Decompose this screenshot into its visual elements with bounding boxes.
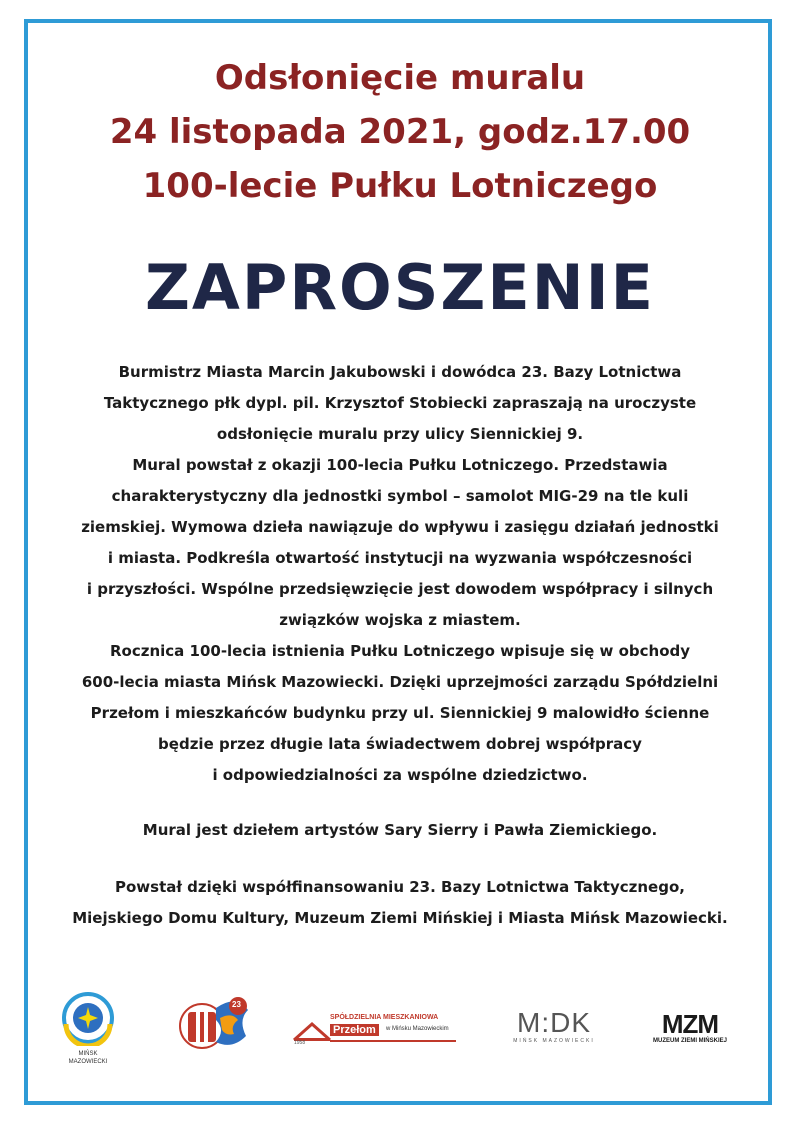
przelom-top-text: SPÓŁDZIELNIA MIESZKANIOWA [330,1014,439,1021]
text-line: charakterystyczny dla jednostki symbol – samolot MIG-29 na tle kuli [111,487,689,505]
przelom-cooperative-logo [290,1012,462,1052]
funding-paragraph [40,872,760,934]
text-line: Przełom i mieszkańców budynku przy ul. Siennickiej 9 malowidło ścienne [90,704,710,722]
text-line: Burmistrz Miasta Marcin Jakubowski i dowódca 23. Bazy Lotnictwa [118,363,682,381]
invitation-title: ZAPROSZENIE [144,251,656,324]
przelom-underline [330,1040,456,1042]
text-line: Rocznica 100-lecia istnienia Pułku Lotniczego wpisuje się w obchody [109,642,691,660]
text-line: 600-lecia miasta Mińsk Mazowiecki. Dzięki uprzejmości zarządu Spółdzielni [81,673,719,691]
text-line: ziemskiej. Wymowa dzieła nawiązuje do wpływu i zasięgu działań jednostki [81,518,719,536]
minsk-line-1: MIŃSK [78,1051,98,1057]
text-line: i miasta. Podkreśla otwartość instytucji na wyzwania współczesności [107,549,693,567]
air-base-emblem-icon [176,990,256,1060]
text-line: Taktycznego płk dypl. pil. Krzysztof Stobiecki zapraszają na uroczyste [103,394,697,412]
text-line: będzie przez długie lata świadectwem dobrej współpracy [158,735,642,753]
text-line: związków wojska z miastem. [279,611,521,629]
header-line-1: Odsłonięcie muralu [214,58,586,98]
mzm-mark: MZM [661,1009,719,1039]
base-number: 23 [232,1000,241,1009]
minsk-mazowiecki-logo [58,990,118,1070]
przelom-name: Przełom [330,1024,379,1036]
minsk-line-2: MAZOWIECKI [68,1059,108,1065]
header-line-3: 100-lecie Pułku Lotniczego [142,166,658,206]
mdk-mark: M:DK [517,1007,591,1038]
przelom-sub-text: w Mińsku Mazowieckim [386,1026,449,1032]
mzm-logo [648,1010,732,1050]
text-line: odsłonięcie muralu przy ulicy Siennickiej 9. [216,425,584,443]
text-line: i przyszłości. Wspólne przedsięwzięcie jest dowodem współpracy i silnych [86,580,714,598]
przelom-year: 1958 [294,1040,306,1046]
main-paragraph [40,357,760,791]
text-line: i odpowiedzialności za wspólne dziedzictwo. [212,766,588,784]
artists-paragraph [40,815,760,846]
mzm-sub-text: MUZEUM ZIEMI MIŃSKIEJ [652,1038,727,1044]
text-line: Mural powstał z okazji 100-lecia Pułku Lotniczego. Przedstawia [132,456,668,474]
text-line: Mural jest dziełem artystów Sary Sierry i Pawła Ziemickiego. [142,821,658,839]
air-base-23-logo [176,990,256,1060]
mdk-logo [512,1008,596,1052]
logos-row [0,990,800,1080]
text-line: Miejskiego Domu Kultury, Muzeum Ziemi Mińskiej i Miasta Mińsk Mazowiecki. [72,909,728,927]
text-line: Powstał dzięki współfinansowaniu 23. Bazy Lotnictwa Taktycznego, [115,878,685,896]
sun-emblem-icon [58,990,118,1046]
header-line-2: 24 listopada 2021, godz.17.00 [109,112,691,152]
mdk-sub-text: MIŃSK MAZOWIECKI [513,1038,595,1044]
